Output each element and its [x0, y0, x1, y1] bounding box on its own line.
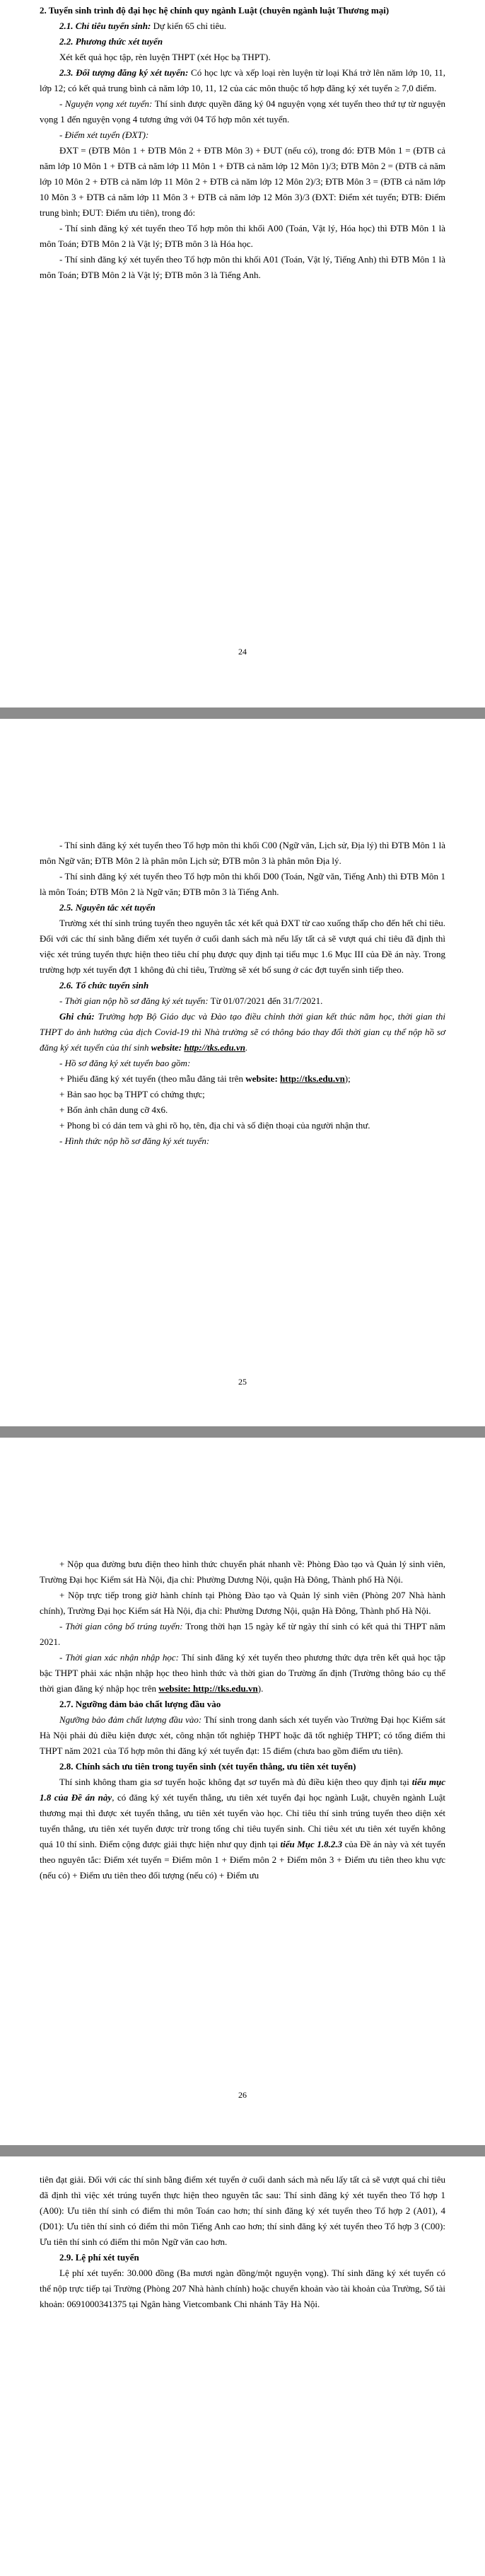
website-link[interactable]: http://tks.edu.vn — [280, 1073, 345, 1084]
list-item-buu-dien: + Nộp qua đường bưu điện theo hình thức chuyển phát nhanh về: Phòng Đào tạo và Quản lý sinh viên, Trường Đại học Kiểm sát Hà Nội, địa chỉ: Phường Dương Nội, quận Hà Đông, Thành phố Hà Nội. — [40, 1559, 445, 1585]
subheading-2-2: 2.2. Phương thức xét tuyển — [59, 36, 163, 47]
paragraph-a01: - Thí sinh đăng ký xét tuyển theo Tổ hợp môn thi khối A01 (Toán, Vật lý, Tiếng Anh) thì ĐTB Môn 1 là môn Toán; ĐTB Môn 2 là Vật lý; ĐTB môn 3 là Tiếng Anh. — [40, 254, 445, 280]
section-heading-2: 2. Tuyển sinh trình độ đại học hệ chính quy ngành Luật (chuyên ngành luật Thương mại) — [40, 5, 390, 16]
paragraph-text: , có đăng ký xét tuyển thẳng, ưu tiên xét tuyển đại học ngành Luật, chuyên ngành Luật thương mại thì được xét tuyển thẳng, ưu tiên xét tuyển vào học. Chỉ tiêu thí sinh trúng tuyển theo diện xét tuyển thẳng, ưu tiên xét tuyển được trừ trong tổng chỉ tiêu tuyển sinh. Chỉ tiêu xét ưu tiên xét tuyển không quá 10 thí sinh. Điểm cộng được giải thực hiện như quy định tại — [40, 1792, 445, 1849]
paragraph-end: ). — [257, 1683, 264, 1694]
list-item-anh: + Bốn ảnh chân dung cỡ 4x6. — [59, 1104, 168, 1115]
list-item-hoc-ba: + Bản sao học bạ THPT có chứng thực; — [59, 1089, 205, 1099]
page-number: 26 — [238, 2090, 247, 2100]
paragraph-text: + Phiếu đăng ký xét tuyển (theo mẫu đăng tải trên — [59, 1073, 246, 1084]
paragraph-thoi-gian-nop — [40, 993, 445, 1009]
document-page-27 — [0, 2156, 485, 2576]
paragraph-text: Thí sinh không tham gia sơ tuyển hoặc không đạt sơ tuyển mà đủ điều kiện theo quy định tại — [59, 1777, 412, 1787]
bold-reference: tiểu mục 1.8 của Đề án này — [40, 1777, 445, 1803]
subheading-2-1: 2.1. Chỉ tiêu tuyển sinh: — [59, 21, 151, 31]
paragraph-text: Thí sinh đăng ký xét tuyển theo phương thức dựa trên kết quả học tập bậc THPT phải xác nhận nhập học theo hình thức và thời gian do Trường ấn định (Trường thông báo cụ thể thời gian đăng ký nhập học trên — [40, 1652, 445, 1694]
page-number: 24 — [238, 647, 247, 657]
page-number: 25 — [238, 1377, 247, 1387]
document-page-25 — [0, 719, 485, 1426]
paragraph-nguong — [40, 1712, 445, 1759]
italic-label: - Thời gian xác nhận nhập học: — [59, 1652, 180, 1663]
website-label: website: — [151, 1042, 182, 1053]
paragraph-2-1 — [40, 18, 445, 34]
website-link[interactable]: http://tks.edu.vn — [184, 1042, 246, 1053]
paragraph-xac-nhan — [40, 1650, 445, 1697]
website-label: website: — [245, 1073, 278, 1084]
document-page-26 — [0, 1438, 485, 2145]
paragraph-2-5-text: Trường xét thí sinh trúng tuyển theo nguyên tắc xét kết quả ĐXT từ cao xuống thấp cho đến hết chỉ tiêu. Đối với các thí sinh bằng điểm xét tuyển ở cuối danh sách mà nếu lấy tất cả sẽ vượt quá chỉ tiêu đã định thì việc xét trúng tuyển thực hiện theo tiêu chí phụ được quy định tại tiểu mục 1.6 Mục III của Đề án này. Trong trường hợp xét tuyển đợt 1 không đủ chỉ tiêu, Trường sẽ xét bổ sung ở các đợt tuyển sinh tiếp theo. — [40, 918, 445, 975]
label-ho-so: - Hồ sơ đăng ký xét tuyển bao gồm: — [59, 1058, 191, 1068]
paragraph-text: Thí sinh được quyền đăng ký 04 nguyện vọng xét tuyển theo thứ tự từ nguyện vọng 1 đến nguyện vọng 4 tương ứng với 04 Tổ hợp môn xét tuyển. — [40, 98, 445, 125]
paragraph-text: của Đề án này và xét tuyển theo nguyên tắc: Điểm xét tuyển = Điểm môn 1 + Điểm môn 2 + Điểm môn 3 + Điểm ưu tiên theo khu vực (nếu có) + Điểm ưu tiên theo đối tượng (nếu có) + Điểm ưu — [40, 1839, 445, 1881]
paragraph-formula: ĐXT = (ĐTB Môn 1 + ĐTB Môn 2 + ĐTB Môn 3) + ĐUT (nếu có), trong đó: ĐTB Môn 1 = (ĐTB cả năm lớp 10 Môn 1 + ĐTB cả năm lớp 11 Môn 1 + ĐTB cả năm lớp 12 Môn 1)/3; ĐTB Môn 2 = (ĐTB cả năm lớp 10 Môn 2 + ĐTB cả năm lớp 11 Môn 2 + ĐTB cả năm lớp 12 Môn 2)/3; ĐTB Môn 3 = (ĐTB cả năm lớp 10 Môn 3 + ĐTB cả năm lớp 11 Môn 3 + ĐTB cả năm lớp 12 Môn 3)/3 (ĐXT: Điểm xét tuyển; ĐTB: Điểm trung bình; ĐUT: Điểm ưu tiên), trong đó: — [40, 145, 445, 218]
paragraph-le-phi: Lệ phí xét tuyển: 30.000 đồng (Ba mươi ngàn đồng/một nguyện vọng). Thí sinh đăng ký xét tuyển có thể nộp trực tiếp tại Trường (Phòng 207 Nhà hành chính) hoặc chuyển khoản vào tài khoản của Trường, Số tài khoản: 0691000341375 tại Ngân hàng Vietcombank Chi nhánh Tây Hà Nội. — [40, 2268, 445, 2309]
italic-label: Ngưỡng bảo đảm chất lượng đầu vào: — [59, 1714, 202, 1725]
subheading-2-5: 2.5. Nguyên tắc xét tuyển — [59, 902, 156, 913]
italic-label: - Nguyện vọng xét tuyển: — [59, 98, 153, 109]
label-hinh-thuc-nop: - Hình thức nộp hồ sơ đăng ký xét tuyển: — [59, 1136, 210, 1146]
section-heading-2-8: 2.8. Chính sách ưu tiên trong tuyển sinh (xét tuyển thẳng, ưu tiên xét tuyển) — [59, 1761, 356, 1772]
paragraph-nguyen-vong — [40, 96, 445, 127]
list-item-phong-bi: + Phong bì có dán tem và ghi rõ họ, tên, địa chỉ và số điện thoại của người nhận thư. — [59, 1120, 370, 1131]
paragraph-text: Dự kiến 65 chỉ tiêu. — [151, 21, 227, 31]
paragraph-a00: - Thí sinh đăng ký xét tuyển theo Tổ hợp môn thi khối A00 (Toán, Vật lý, Hóa học) thì ĐTB Môn 1 là môn Toán; ĐTB Môn 2 là Vật lý; ĐTB môn 3 là Hóa học. — [40, 223, 445, 249]
label-diem-xet-tuyen: - Điểm xét tuyển (ĐXT): — [59, 129, 149, 140]
paragraph-ghi-chu — [40, 1009, 445, 1056]
italic-label: - Thời gian nộp hồ sơ đăng ký xét tuyển: — [59, 995, 209, 1006]
paragraph-phieu-dang-ky — [40, 1071, 445, 1087]
note-end: . — [245, 1042, 248, 1053]
section-heading-2-9: 2.9. Lệ phí xét tuyển — [59, 2252, 139, 2263]
paragraph-c00: - Thí sinh đăng ký xét tuyển theo Tổ hợp môn thi khối C00 (Ngữ văn, Lịch sử, Địa lý) thì ĐTB Môn 1 là môn Ngữ văn; ĐTB Môn 2 là phân môn Lịch sử; ĐTB môn 3 là phân môn Địa lý. — [40, 840, 445, 866]
document-page-24 — [0, 0, 485, 707]
paragraph-d00: - Thí sinh đăng ký xét tuyển theo Tổ hợp môn thi khối D00 (Toán, Ngữ văn, Tiếng Anh) thì ĐTB Môn 1 là môn Toán; ĐTB Môn 2 là Ngữ văn; ĐTB môn 3 là Tiếng Anh. — [40, 871, 445, 897]
note-text: Trường hợp Bộ Giáo dục và Đào tạo điều chỉnh thời gian kết thúc năm học, thời gian thi THPT do ảnh hưởng của dịch Covid-19 thì Nhà trường sẽ có thông báo thay đổi thời gian cụ thể nộp hồ sơ đăng ký xét tuyển của thí sinh — [40, 1011, 446, 1053]
paragraph-continuation: tiên đạt giải. Đối với các thí sinh bằng điểm xét tuyển ở cuối danh sách mà nếu lấy tất cả sẽ vượt quá chỉ tiêu đã định thì việc xét trúng tuyển thực hiện theo nguyên tắc sau: Thí sinh đăng ký xét tuyển theo Tổ hợp 1 (A00): Ưu tiên thí sinh có điểm thi môn Toán cao hơn; thí sinh đăng ký xét tuyển theo Tổ hợp 2 (A01), 4 (D01): Ưu tiên thí sinh có điểm thi môn Tiếng Anh cao hơn; thí sinh đăng ký xét tuyển theo Tổ hợp 3 (C00): Ưu tiên thí sinh có điểm thi môn Ngữ văn cao hơn. — [40, 2174, 445, 2247]
list-item-nop-truc-tiep: + Nộp trực tiếp trong giờ hành chính tại Phòng Đào tạo và Quản lý sinh viên (Phòng 207 Nhà hành chính), Trường Đại học Kiểm sát Hà Nội, địa chỉ: Phường Dương Nội, quận Hà Đông, Thành phố Hà Nội. — [40, 1590, 445, 1616]
paragraph-text: Thí sinh trong danh sách xét tuyển vào Trường Đại học Kiểm sát Hà Nội phải đủ điều kiện được xét, công nhận tốt nghiệp THPT hoặc đã tốt nghiệp THPT; có tổng điểm thi THPT năm 2021 của Tổ hợp môn thi đăng ký xét tuyển đạt: 15 điểm (chưa bao gồm điểm ưu tiên). — [40, 1714, 445, 1756]
paragraph-text: Từ 01/07/2021 đến 31/7/2021. — [208, 995, 323, 1006]
note-label: Ghi chú: — [59, 1011, 95, 1022]
section-heading-2-7: 2.7. Ngưỡng đảm bảo chất lượng đầu vào — [59, 1699, 221, 1709]
paragraph-end: ); — [344, 1073, 351, 1084]
paragraph-2-2-text: Xét kết quả học tập, rèn luyện THPT (xét Học bạ THPT). — [59, 52, 271, 62]
paragraph-uu-tien — [40, 1774, 445, 1883]
subheading-2-6: 2.6. Tổ chức tuyển sinh — [59, 980, 149, 990]
website-link[interactable]: website: http://tks.edu.vn — [158, 1683, 258, 1694]
paragraph-text: Trong thời hạn 15 ngày kể từ ngày thí sinh có kết quả thi THPT năm 2021. — [40, 1621, 445, 1647]
subheading-2-3: 2.3. Đối tượng đăng ký xét tuyển: — [59, 67, 189, 78]
bold-reference: tiểu Mục 1.8.2.3 — [280, 1839, 343, 1849]
paragraph-text: Có học lực và xếp loại rèn luyện từ loại Khá trở lên năm lớp 10, 11, lớp 12; có kết quả trung bình cả năm lớp 10, 11, 12 của các môn thuộc tổ hợp đăng ký xét tuyển ≥ 7,0 điểm. — [40, 67, 445, 93]
paragraph-2-3 — [40, 65, 445, 96]
paragraph-cong-bo — [40, 1619, 445, 1650]
italic-label: - Thời gian công bố trúng tuyển: — [59, 1621, 183, 1631]
